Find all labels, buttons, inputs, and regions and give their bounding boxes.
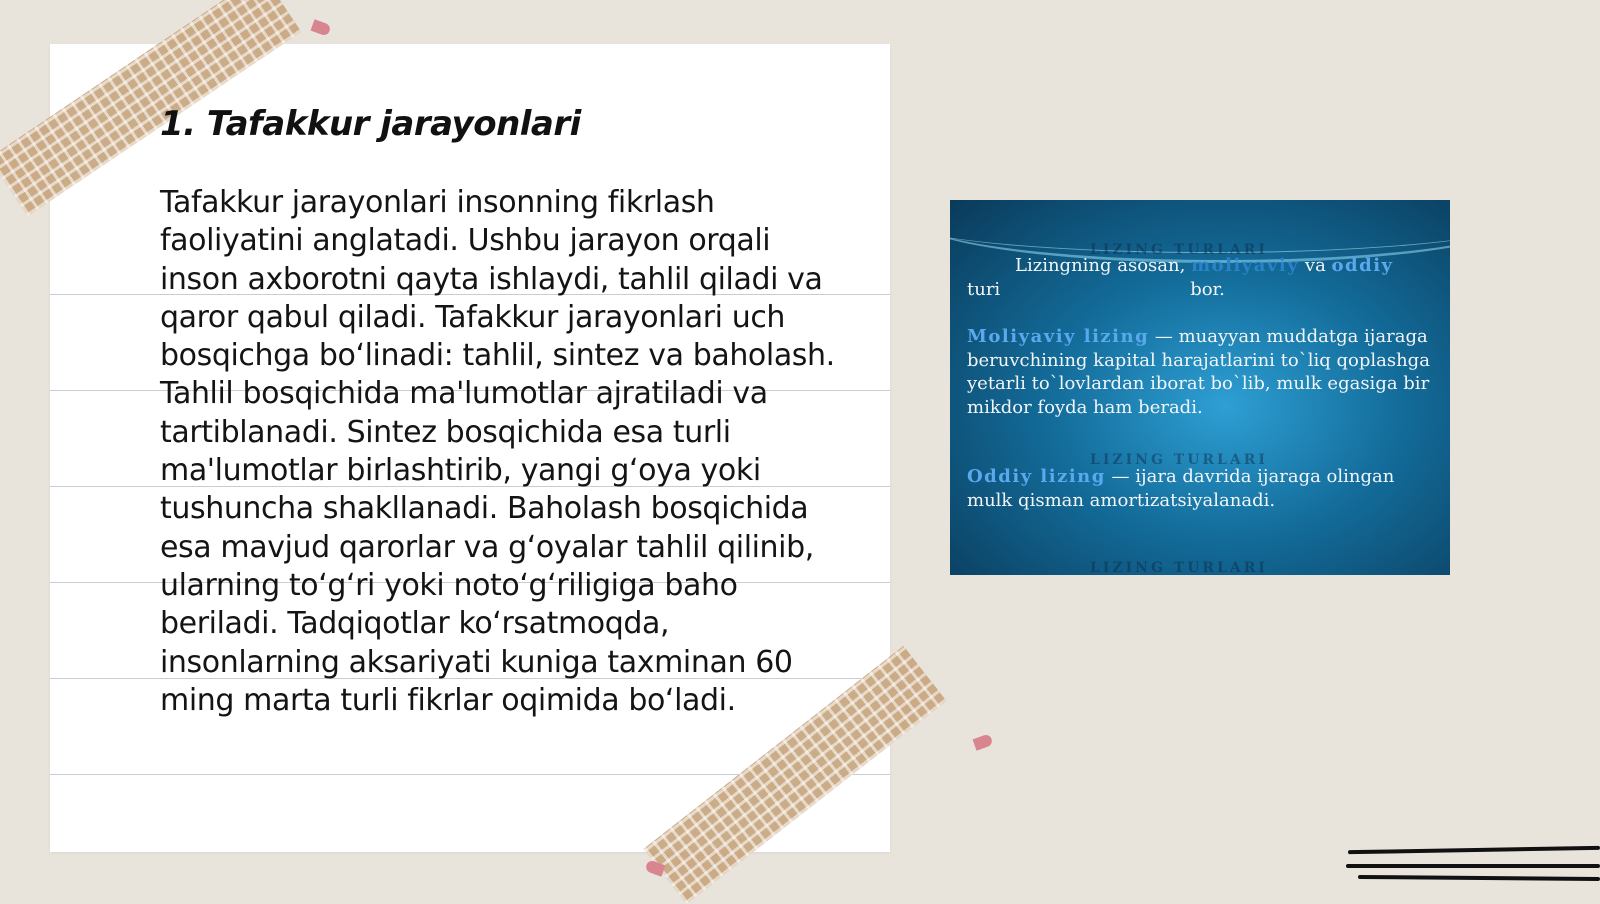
- slide-text: Lizingning asosan,: [1015, 255, 1192, 276]
- section-title: 1. Tafakkur jarayonlari: [160, 104, 581, 144]
- slide-keyword: moliyaviy: [1191, 255, 1300, 276]
- tape-tab: [310, 19, 331, 36]
- decorative-line: [1348, 846, 1600, 854]
- slide-text: turi: [967, 278, 1001, 300]
- slide-image: [950, 200, 1450, 575]
- slide-paragraph-financial: [967, 325, 1437, 419]
- decorative-line: [1358, 875, 1600, 881]
- slide-text: va: [1299, 255, 1332, 276]
- slide-text: — muayyan muddatga ijaraga beruvchining kapital harajatlarini to`liq qoplashga yetarli to`lovlardan iborat bo`lib, mulk egasiga bir mikdor foyda ham beradi.: [967, 326, 1430, 418]
- slide-faded-text: LIZING TURLARI: [1090, 242, 1268, 258]
- slide-text: bor.: [1190, 278, 1225, 300]
- slide-faded-text: LIZING TURLARI: [1090, 560, 1268, 575]
- decorative-line: [1346, 864, 1600, 868]
- slide-paragraph-operating: [967, 465, 1437, 512]
- slide-text: — ijara davrida ijaraga olingan mulk qisman amortizatsiyalanadi.: [967, 466, 1395, 511]
- slide-keyword: oddiy: [1331, 255, 1394, 276]
- slide-paragraph-intro: [967, 254, 1437, 301]
- tape-tab: [972, 733, 993, 750]
- slide-keyword: Oddiy lizing: [967, 466, 1106, 487]
- slide-keyword: Moliyaviy lizing: [967, 326, 1150, 347]
- slide-faded-text: LIZING TURLARI: [1090, 452, 1268, 468]
- body-paragraph: Tafakkur jarayonlari insonning fikrlash faoliyatini anglatadi. Ushbu jarayon orqali inson axborotni qayta ishlaydi, tahlil qiladi va qaror qabul qiladi. Tafakkur jarayonlari uch bosqichga bo‘linadi: tahlil, sintez va baholash. Tahlil bosqichida ma'lumotlar ajratiladi va tartiblanadi. Sintez bosqichida esa turli ma'lumotlar birlashtirib, yangi g‘oya yoki tushuncha shakllanadi. Baholash bosqichida esa mavjud qarorlar va g‘oyalar tahlil qilinib, ularning to‘g‘ri yoki noto‘g‘riligiga baho beriladi. Tadqiqotlar ko‘rsatmoqda, insonlarning aksariyati kuniga taxminan 60 ming marta turli fikrlar oqimida bo‘ladi.: [160, 185, 835, 718]
